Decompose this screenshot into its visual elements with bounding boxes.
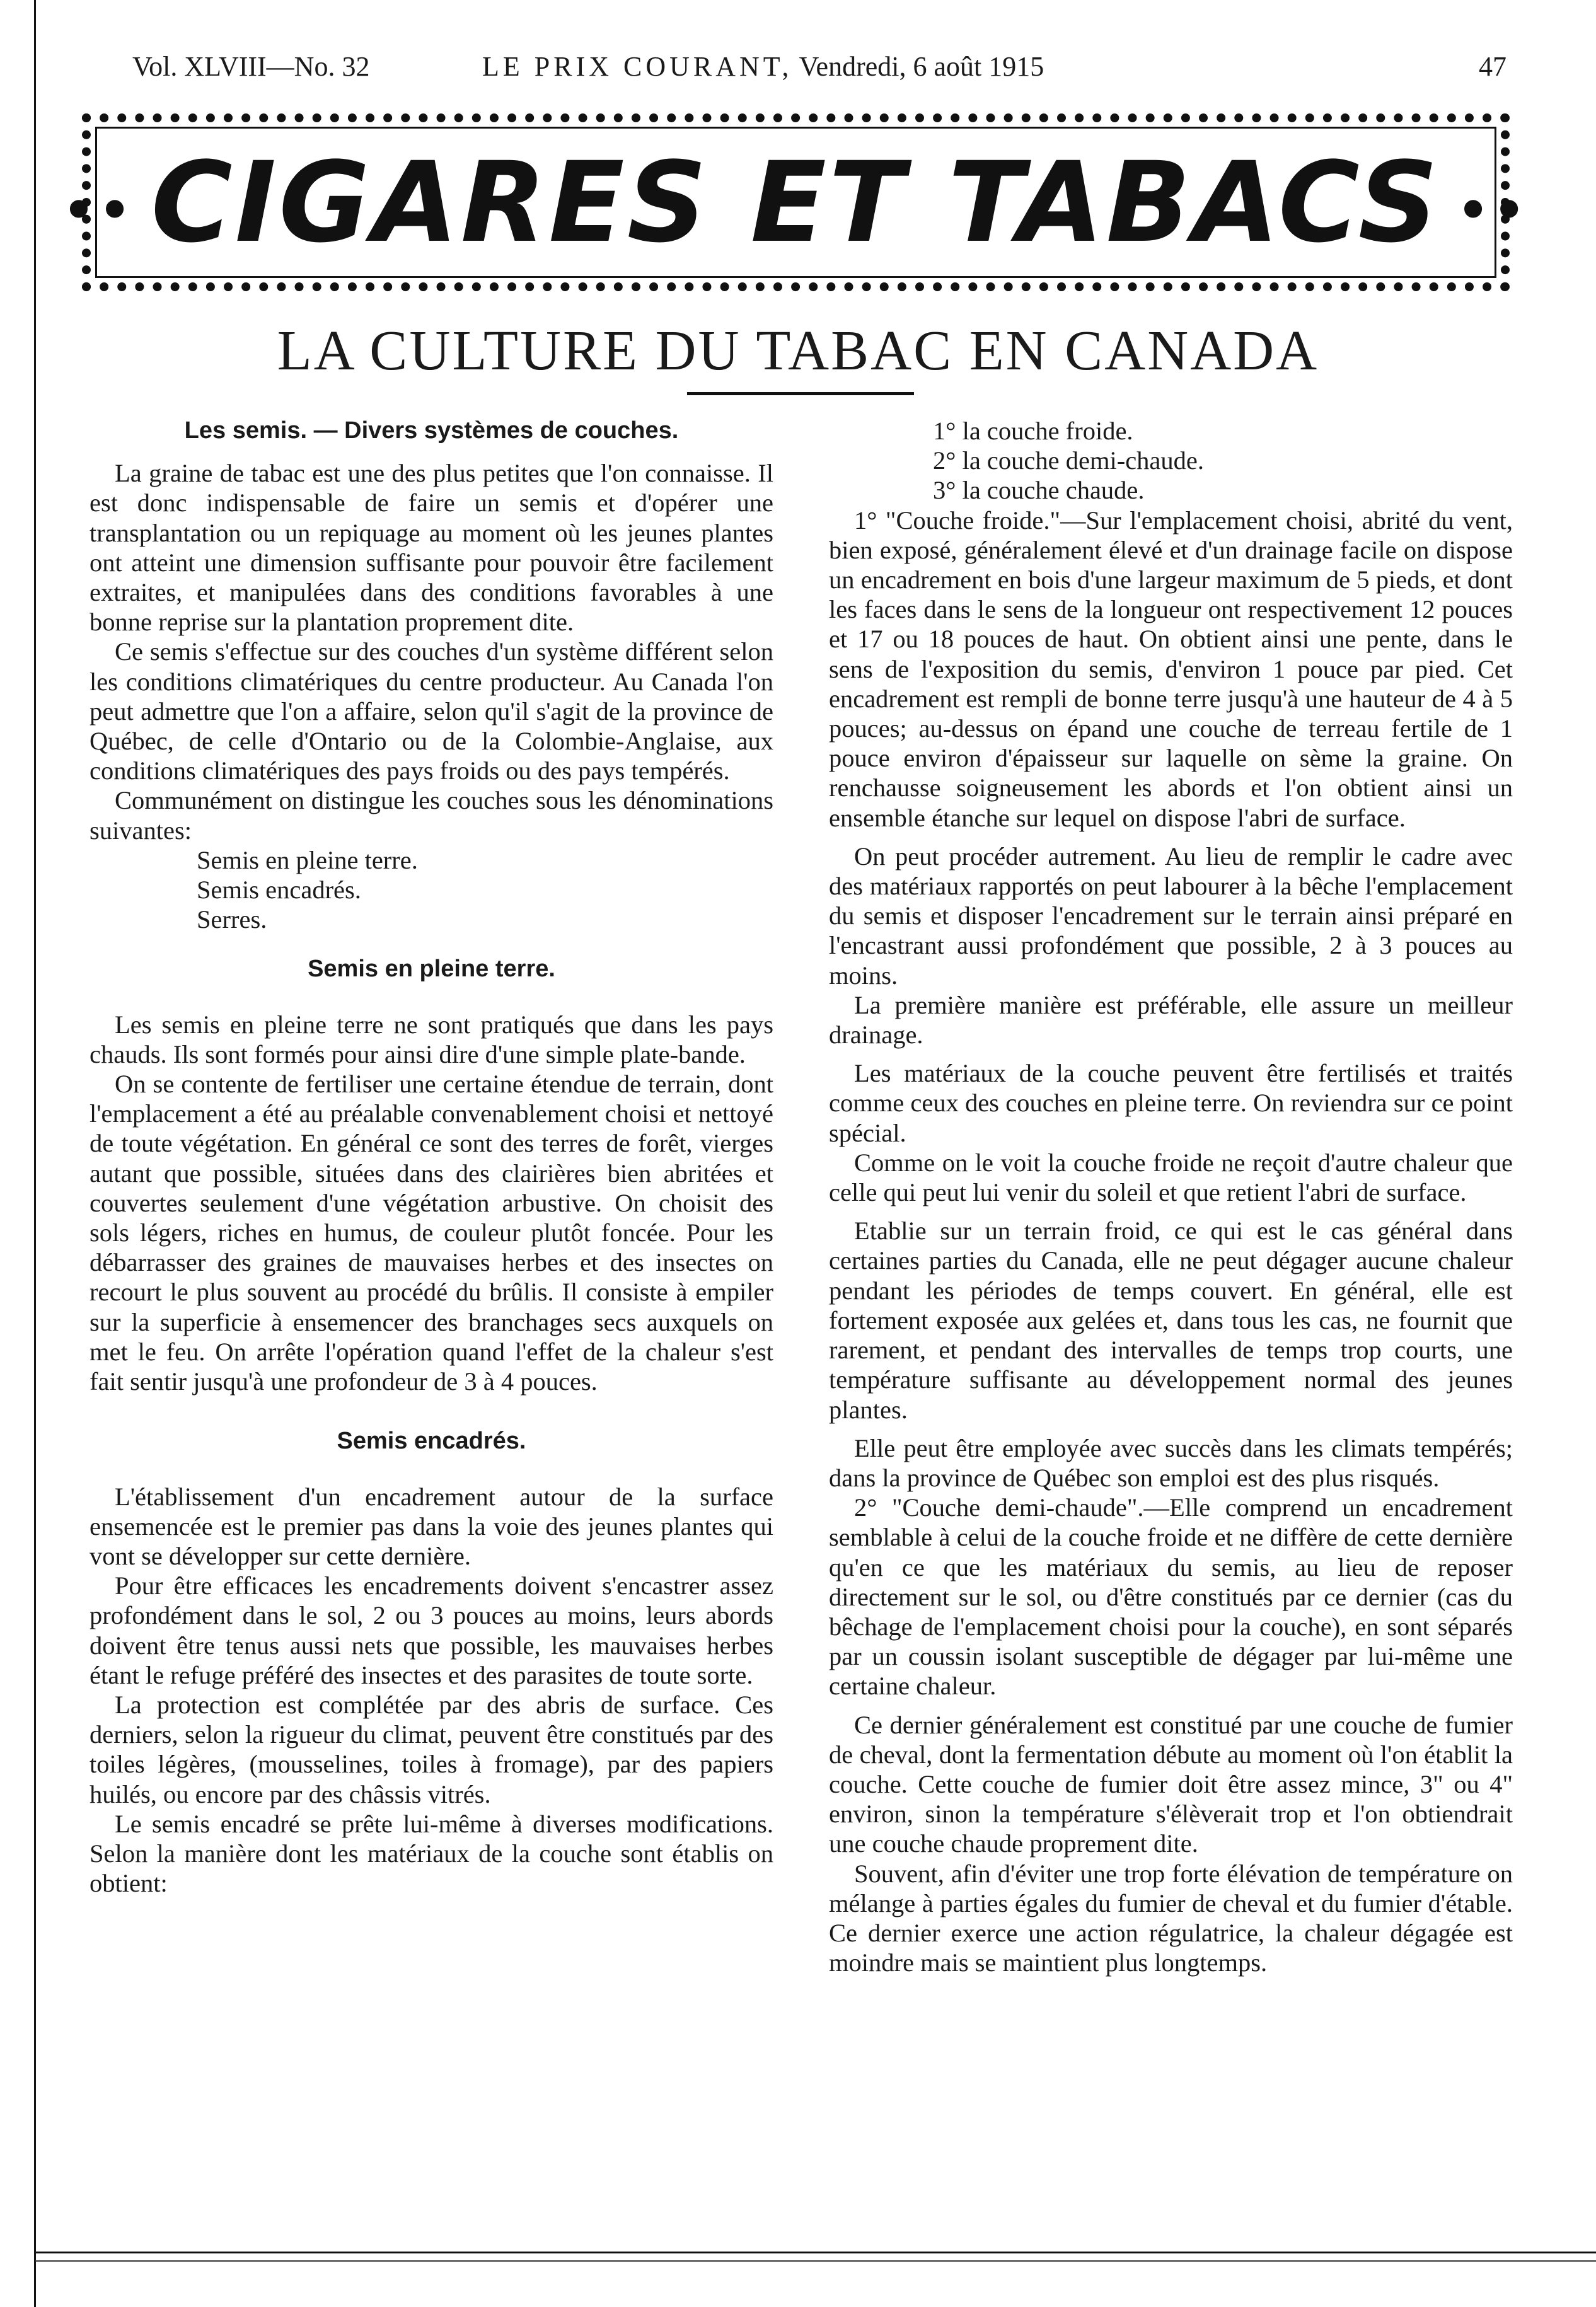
paragraph: 1° "Couche froide."—Sur l'emplacement choisi, abrité du vent, bien exposé, généralement élevé et d'un drainage facile on dispose un encadrement en bois d'une largeur maximum de 5 pieds, et dont les faces dans le sens de la longueur ont respectivement 12 pouces et 17 ou 18 pouces de haut. On obtient ainsi une pente, dans le sens de l'exposition du semis, d'environ 1 pouce par pied. Cet encadrement est rempli de bonne terre jusqu'à une hauteur de 4 à 5 pouces; au-dessus on épand une couche de terreau fertile de 1 pouce environ d'épaisseur sur laquelle on sème la graine. On renchausse soigneusement les abords et l'on obtient ainsi un ensemble étanche sur lequel on dispose l'abri de surface.	[829, 506, 1513, 832]
paragraph: Ce dernier généralement est constitué par une couche de fumier de cheval, dont la fermentation débute au moment où l'on établit la couche. Cette couche de fumier doit être assez mince, 3" ou 4" environ, sinon la température s'élèverait trop et l'on obtiendrait une couche chaude proprement dite.	[829, 1710, 1513, 1858]
paragraph: Le semis encadré se prête lui-même à diverses modifications. Selon la manière dont les matériaux de la couche sont établis on obtient:	[90, 1809, 773, 1898]
paragraph: L'établissement d'un encadrement autour de la surface ensemencée est le premier pas dans la voie des jeunes plantes qui vont se développer sur cette dernière.	[90, 1482, 773, 1570]
section-heading: Semis encadrés.	[337, 1428, 526, 1455]
paragraph: Communément on distingue les couches sous les dénominations suivantes:	[90, 786, 773, 845]
paragraph: Etablie sur un terrain froid, ce qui est le cas général dans certaines parties du Canada, elle ne peut dégager aucune chaleur pendant les périodes de temps couvert. En général, elle est fortement exposée aux gelées et, dans tous les cas, ne fournit que rarement, et pendant des intervalles de temps trop courts, une température suffisante au développement normal des jeunes plantes.	[829, 1217, 1513, 1424]
banner-dots-left: ••	[62, 180, 135, 240]
banner-title-line	[46, 138, 1545, 267]
section-heading: Les semis. — Divers systèmes de couches.	[184, 417, 679, 444]
title-underline	[687, 392, 914, 395]
banner-dots-right: ••	[1457, 180, 1529, 240]
paragraph: Souvent, afin d'éviter une trop forte élévation de température on mélange à parties égales du fumier de cheval et du fumier d'étable. Ce dernier exerce une action régulatrice, la chaleur dégagée est moindre mais se maintient plus longtemps.	[829, 1859, 1513, 1977]
list-item: Semis encadrés.	[197, 876, 361, 905]
paragraph: On se contente de fertiliser une certaine étendue de terrain, dont l'emplacement a été au préalable convenablement choisi et nettoyé de toute végétation. En général ce sont des terres de forêt, vierges autant que possible, situées dans des clairières bien abritées et couvertes seulement d'une végétation arbustive. On choisit des sols légers, riches en humus, de couleur plutôt foncée. Pour les débarrasser des graines de mauvaises herbes et des insectes on recourt le plus souvent au procédé du brûlis. Il consiste à empiler sur la superficie à ensemencer des branchages secs auxquels on met le feu. On arrête l'opération quand l'effet de la chaleur s'est fait sentir jusqu'à une profondeur de 3 à 4 pouces.	[90, 1070, 773, 1396]
paragraph: On peut procéder autrement. Au lieu de remplir le cadre avec des matériaux rapportés on peut labourer à la bêche l'emplacement du semis et disposer l'encadrement sur le terrain ainsi préparé en l'encastrant aussi profondément que possible, 2 à 3 pouces au moins.	[829, 841, 1513, 990]
right-column	[829, 416, 1513, 1977]
bottom-rule-thin	[35, 2260, 1596, 2262]
section-heading: Semis en pleine terre.	[308, 956, 555, 983]
paragraph: Les semis en pleine terre ne sont pratiqués que dans les pays chauds. Ils sont formés pour ainsi dire d'une simple plate-bande.	[90, 1010, 773, 1068]
list-item: 2° la couche demi-chaude.	[933, 446, 1204, 475]
volume-number: Vol. XLVIII—No. 32	[132, 51, 370, 82]
bottom-rule	[35, 2252, 1596, 2253]
paragraph: Comme on le voit la couche froide ne reçoit d'autre chaleur que celle qui peut lui venir du soleil et que retient l'abri de surface.	[829, 1148, 1513, 1207]
page-number: 47	[1479, 51, 1506, 82]
list-item: Semis en pleine terre.	[197, 845, 418, 874]
paragraph: Elle peut être employée avec succès dans les climats tempérés; dans la province de Québec son emploi est des plus risqués.	[829, 1433, 1513, 1492]
paragraph: La première manière est préférable, elle assure un meilleur drainage.	[829, 990, 1513, 1049]
banner-title: CIGARES ET TABACS	[151, 137, 1441, 267]
paragraph: 2° "Couche demi-chaude".—Elle comprend un encadrement semblable à celui de la couche froide et ne diffère de cette dernière qu'en ce que les matériaux du semis, au lieu de reposer directement sur le sol, ou d'être constitués par ce dernier (cas du bêchage de l'emplacement choisi pour la couche), en sont séparés par un coussin isolant susceptible de dégager par lui-même une certaine chaleur.	[829, 1493, 1513, 1701]
page-header	[132, 50, 1506, 88]
section-banner	[62, 113, 1529, 291]
list-item: 1° la couche froide.	[933, 417, 1133, 445]
issue-date: Vendredi, 6 août 1915	[799, 51, 1044, 82]
left-column	[90, 416, 773, 1898]
paragraph: La protection est complétée par des abris de surface. Ces derniers, selon la rigueur du climat, peuvent être constitués par des toiles légères, (mousselines, toiles à fromage), par des papiers huilés, ou encore par des châssis vitrés.	[90, 1690, 773, 1808]
list-item: Serres.	[197, 905, 267, 934]
paragraph: Pour être efficaces les encadrements doivent s'encastrer assez profondément dans le sol, 2 ou 3 pouces au moins, leurs abords doivent être tenus aussi nets que possible, les mauvaises herbes étant le refuge préféré des insectes et des parasites de toute sorte.	[90, 1571, 773, 1689]
paragraph: Les matériaux de la couche peuvent être fertilisés et traités comme ceux des couches en pleine terre. On reviendra sur ce point spécial.	[829, 1059, 1513, 1147]
publication-line	[482, 50, 1044, 83]
article-title: LA CULTURE DU TABAC EN CANADA	[277, 320, 1319, 382]
list-item: 3° la couche chaude.	[933, 476, 1145, 505]
paragraph: Ce semis s'effectue sur des couches d'un système différent selon les conditions climatériques du centre producteur. Au Canada l'on peut admettre que l'on a affaire, selon qu'il s'agit de la province de Québec, de celle d'Ontario ou de la Colombie-Anglaise, aux conditions climatériques des pays froids ou des pays tempérés.	[90, 637, 773, 785]
paragraph: La graine de tabac est une des plus petites que l'on connaisse. Il est donc indispensable de faire un semis et d'opérer une transplantation ou un repiquage au moment où les jeunes plantes ont atteint une dimension suffisante pour pouvoir être facilement extraites, et manipulées dans des conditions favorables à une bonne reprise sur la plantation proprement dite.	[90, 459, 773, 637]
publication-name: LE PRIX COURANT,	[482, 51, 793, 82]
